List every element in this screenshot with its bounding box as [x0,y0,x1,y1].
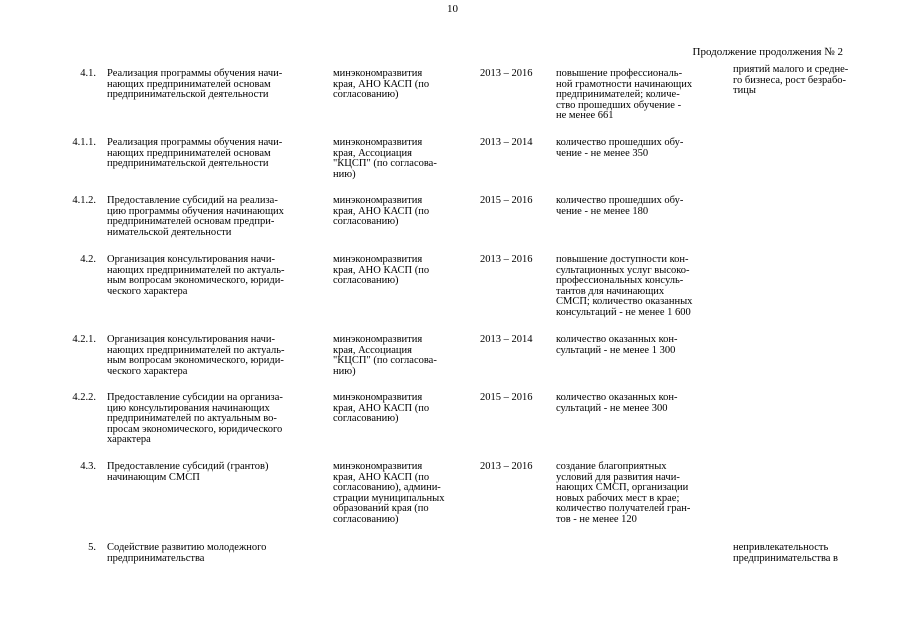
row-number: 4.1.1. [72,137,96,148]
row-number: 4.2. [80,254,96,265]
activity-text: Реализация программы обучения начи- нающих предпринимателей основам предпринимательской деятельности [107,137,283,169]
activity-text: Организация консультирования начи- нающих предпринимателей по актуаль- ным вопросам экономического, юриди- ческого характера [107,334,285,377]
period-text: 2013 – 2014 [480,334,533,345]
activity-text: Предоставление субсидий (грантов) начинающим СМСП [107,461,269,483]
result-text: количество оказанных кон- сультаций - не менее 1 300 [556,334,678,356]
activity-text: Реализация программы обучения начи- нающих предпринимателей основам предпринимательской деятельности [107,68,283,100]
continuation-label: Продолжение продолжения № 2 [692,46,843,58]
activity-text: Содействие развитию молодежного предпринимательства [107,542,267,564]
period-text: 2015 – 2016 [480,195,533,206]
period-text: 2013 – 2016 [480,254,533,265]
executor-text: минэкономразвития края, АНО КАСП (по согласованию) [333,254,430,286]
row-number: 4.2.1. [72,334,96,345]
period-text: 2015 – 2016 [480,392,533,403]
activity-text: Предоставление субсидий на реализа- цию программы обучения начинающих предпринимателей основам предпри- нимательской деятельности [107,195,284,238]
row-number: 4.1.2. [72,195,96,206]
executor-text: минэкономразвития края, АНО КАСП (по согласованию) [333,392,430,424]
result-text: создание благоприятных условий для развития начи- нающих СМСП, организации новых рабочих мест в крае; количество получателей гран- тов - не менее 120 [556,461,691,525]
row-number: 4.1. [80,68,96,79]
period-text: 2013 – 2014 [480,137,533,148]
executor-text: минэкономразвития края, Ассоциация "КЦСП" (по согласова- нию) [333,137,437,180]
page-number: 10 [447,3,458,15]
result-text: повышение профессиональ- ной грамотности начинающих предпринимателей; количе- ство прошедших обучение - не менее 661 [556,68,693,121]
executor-text: минэкономразвития края, АНО КАСП (по согласованию) [333,68,430,100]
row-number: 4.3. [80,461,96,472]
risk-text: непривлекательность предпринимательства в [733,542,839,564]
period-text: 2013 – 2016 [480,68,533,79]
row-number: 4.2.2. [72,392,96,403]
result-text: количество прошедших обу- чение - не менее 180 [556,195,684,217]
activity-text: Предоставление субсидии на организа- цию консультирования начинающих предпринимателей по актуальным во- просам экономического, юридического характера [107,392,283,445]
row-number: 5. [88,542,96,553]
period-text: 2013 – 2016 [480,461,533,472]
activity-text: Организация консультирования начи- нающих предпринимателей по актуаль- ным вопросам экономического, юриди- ческого характера [107,254,285,297]
executor-text: минэкономразвития края, Ассоциация "КЦСП" (по согласова- нию) [333,334,437,377]
result-text: количество оказанных кон- сультаций - не менее 300 [556,392,678,414]
result-text: количество прошедших обу- чение - не менее 350 [556,137,684,159]
risk-text: приятий малого и средне- го бизнеса, рост безрабо- тицы [733,64,849,96]
executor-text: минэкономразвития края, АНО КАСП (по согласованию) [333,195,430,227]
executor-text: минэкономразвития края, АНО КАСП (по согласованию), админи- страции муниципальных образований края (по согласованию) [333,461,445,525]
result-text: повышение доступности кон- сультационных услуг высоко- профессиональных консуль- тантов для начинающих СМСП; количество оказанных консультаций - не менее 1 600 [556,254,693,318]
